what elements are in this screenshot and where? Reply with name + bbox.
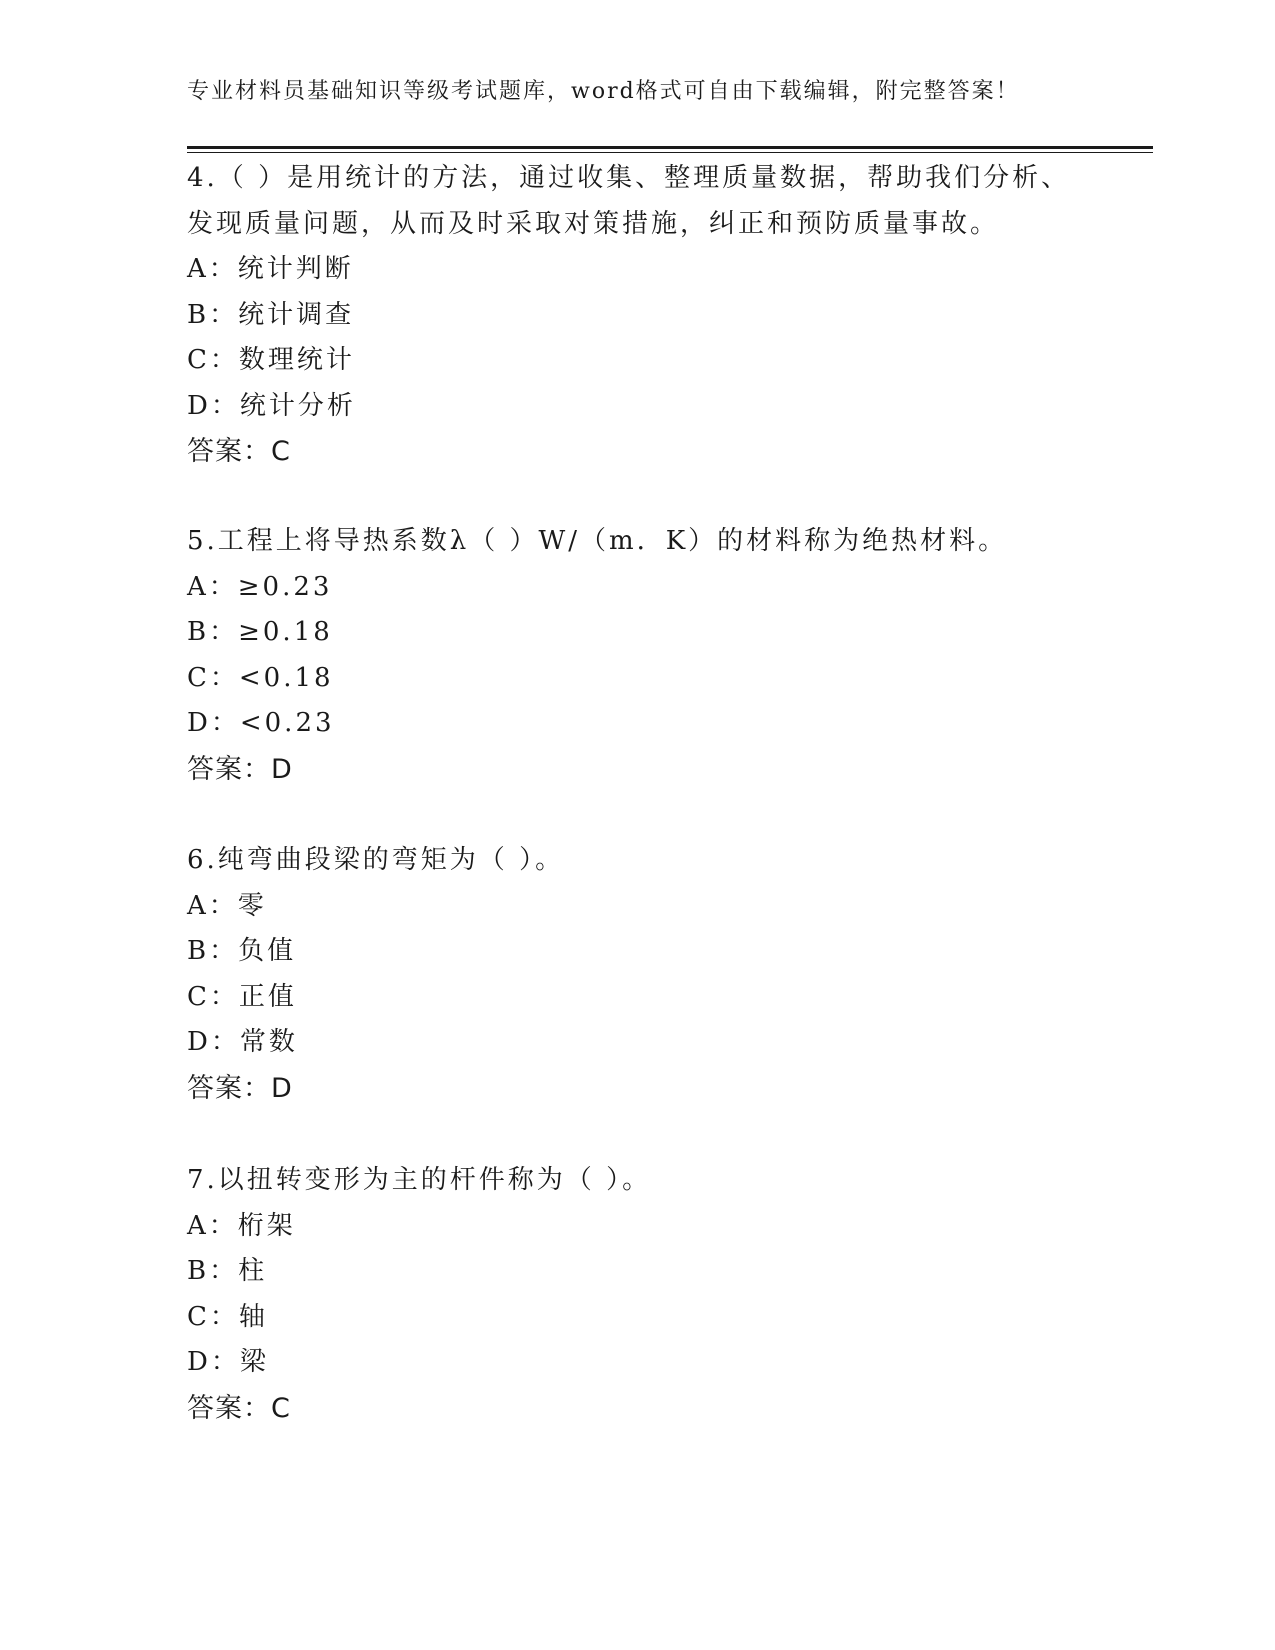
question-7 [187, 1158, 1153, 1431]
option-b: B：统计调查 [187, 299, 355, 330]
option-a: A：≥0.23 [187, 571, 333, 602]
header-divider-thick [187, 146, 1153, 149]
question-stem: 6.纯弯曲段梁的弯矩为（ ）。 [187, 845, 565, 875]
option-c: C：<0.18 [187, 662, 334, 693]
option-d: D：常数 [187, 1027, 298, 1057]
answer-line: 答案：C [187, 436, 291, 467]
option-a: A：桁架 [187, 1210, 296, 1241]
question-4 [187, 156, 1153, 475]
question-stem: 7.以扭转变形为主的杆件称为（ ）。 [187, 1165, 652, 1195]
option-c: C：数理统计 [187, 345, 355, 375]
option-d: D：梁 [187, 1347, 269, 1377]
option-b: B：负值 [187, 936, 297, 966]
header-divider-thin [187, 152, 1153, 153]
answer-line: 答案：D [187, 1072, 293, 1104]
option-b: B：≥0.18 [187, 617, 333, 647]
question-stem: 5.工程上将导热系数λ（ ）W/（m．K）的材料称为绝热材料。 [187, 526, 1008, 556]
option-a: A：统计判断 [187, 254, 354, 284]
option-b: B：柱 [187, 1256, 268, 1286]
question-5 [187, 519, 1153, 792]
question-stem: 发现质量问题，从而及时采取对策措施，纠正和预防质量事故。 [187, 208, 1000, 239]
answer-line: 答案：C [187, 1392, 291, 1424]
question-6 [187, 838, 1153, 1111]
option-d: D：统计分析 [187, 390, 356, 421]
question-stem: 4.（ ）是用统计的方法，通过收集、整理质量数据，帮助我们分析、 [187, 163, 1071, 193]
option-d: D：<0.23 [187, 708, 335, 738]
page-header: 专业材料员基础知识等级考试题库，word格式可自由下载编辑，附完整答案！ [187, 79, 1020, 104]
option-a: A：零 [187, 890, 267, 921]
option-c: C：正值 [187, 981, 297, 1012]
option-c: C：轴 [187, 1301, 268, 1332]
answer-line: 答案：D [187, 753, 293, 785]
